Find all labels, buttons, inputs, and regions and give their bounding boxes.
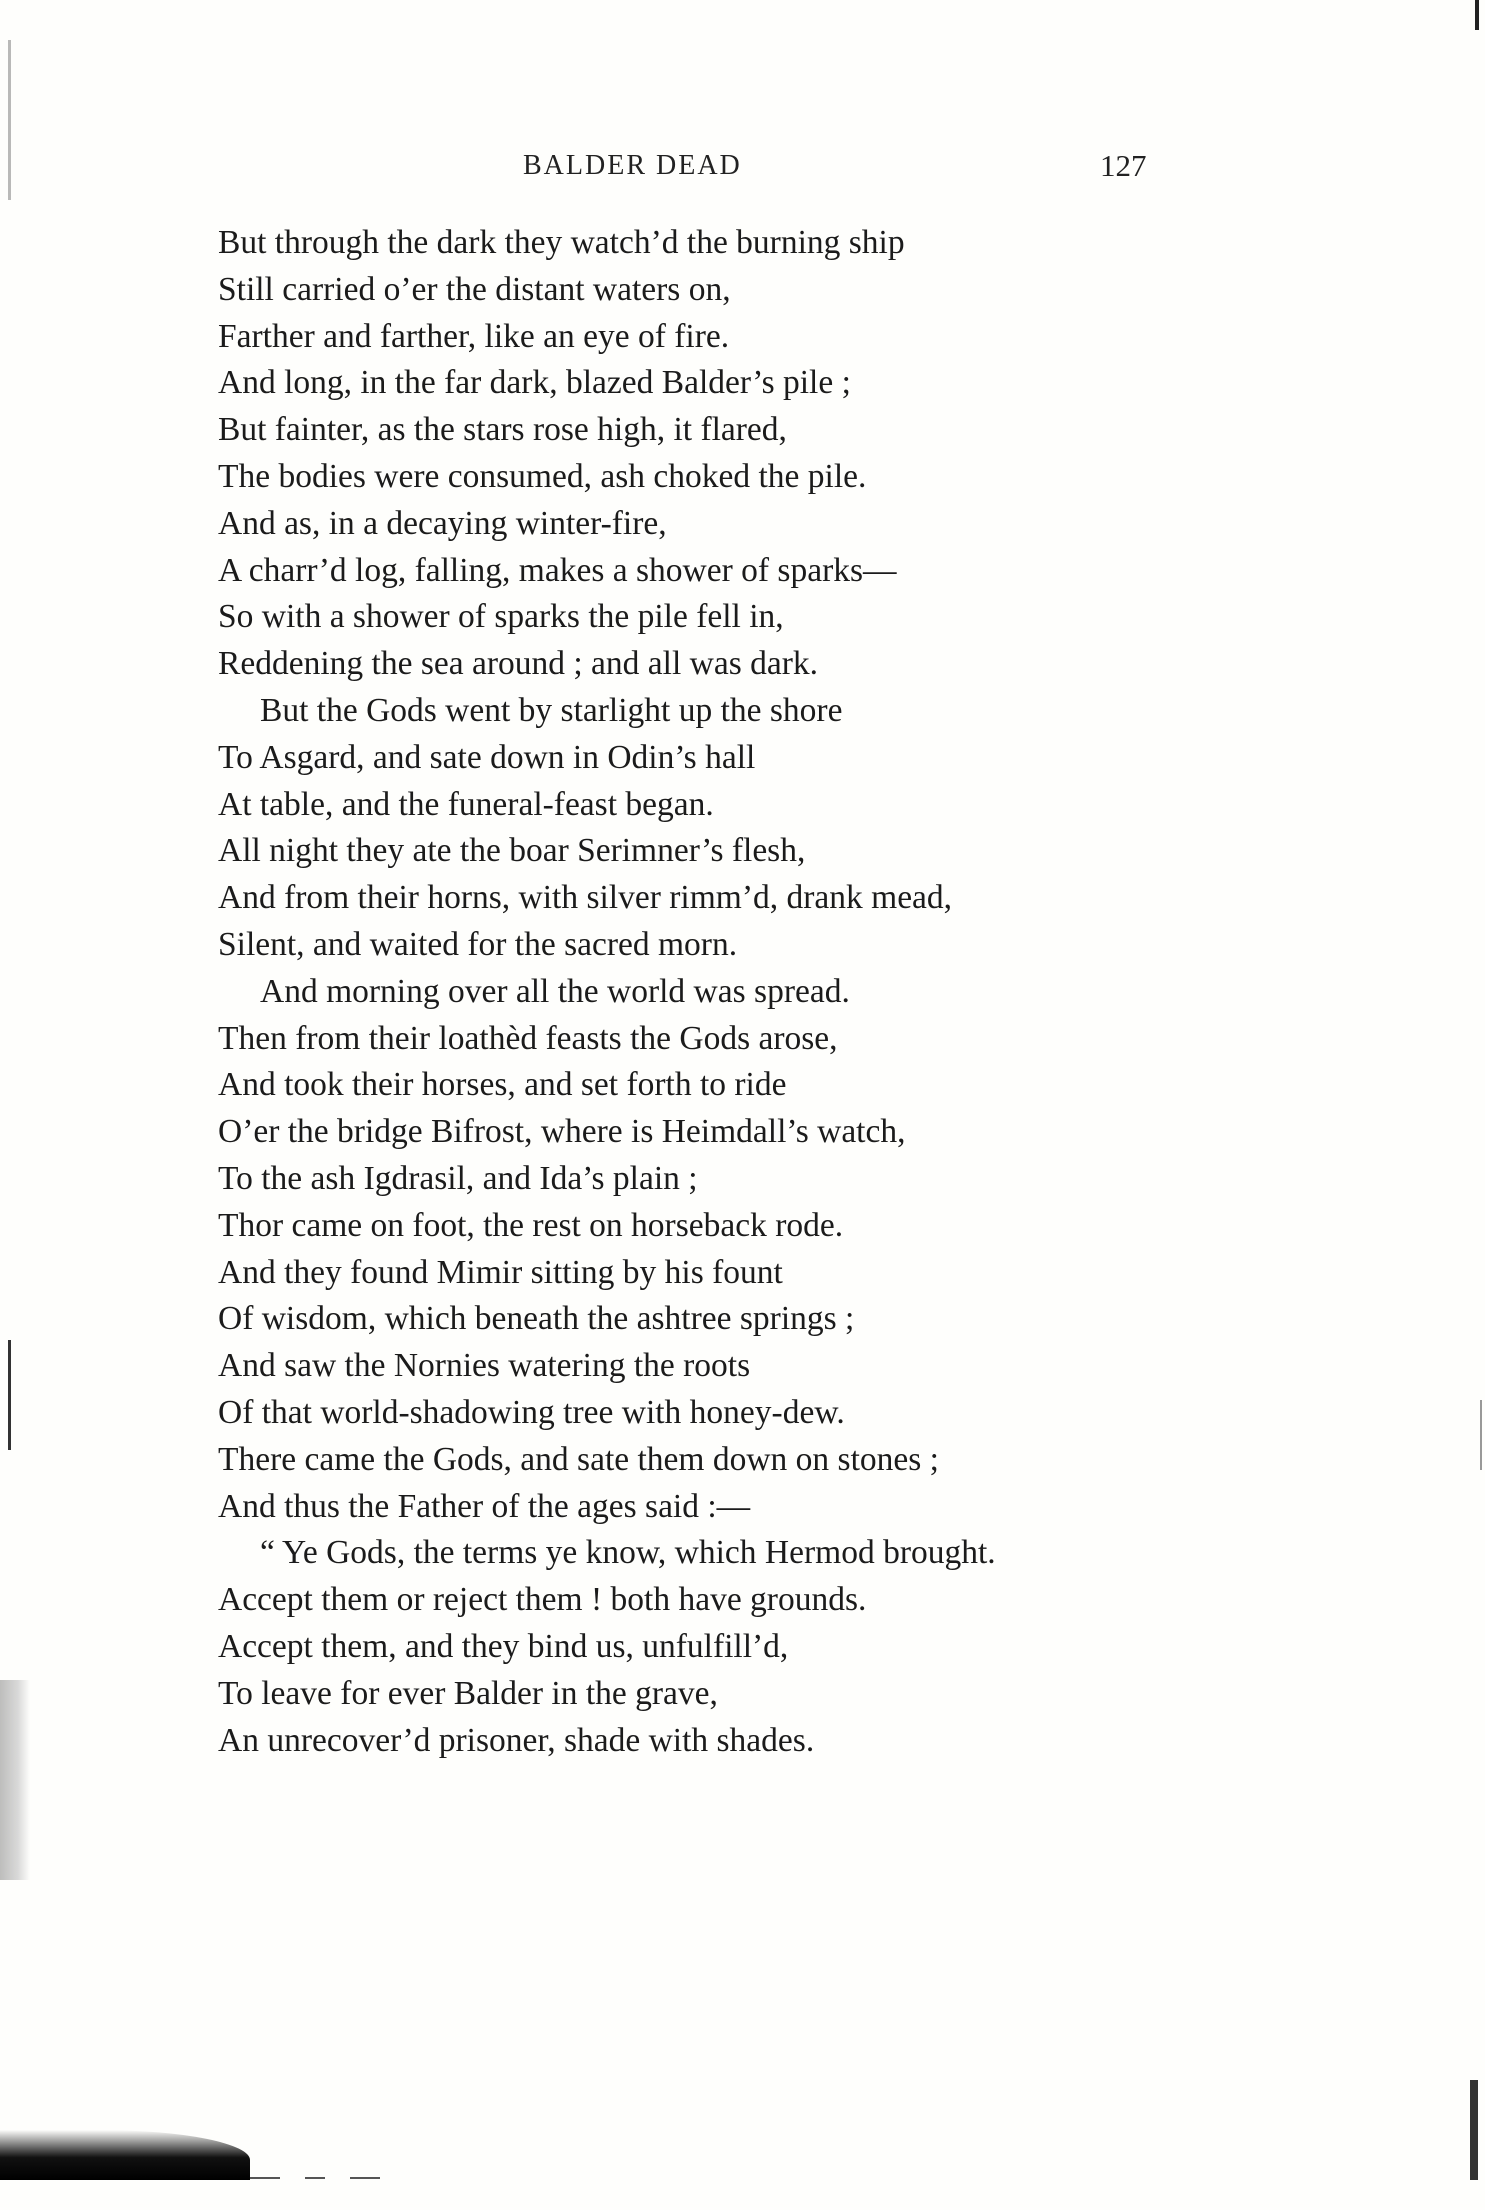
verse-line: Thor came on foot, the rest on horseback rode. [218, 1206, 844, 1244]
verse-line: Reddening the sea around ; and all was dark. [218, 645, 819, 683]
poem-text [218, 220, 1298, 1764]
scan-dash [250, 2177, 280, 2179]
running-title: BALDER DEAD [523, 150, 742, 181]
verse-line: Accept them, and they bind us, unfulfill’d, [218, 1627, 789, 1665]
verse-line: The bodies were consumed, ash choked the pile. [218, 457, 867, 495]
verse-line: Of wisdom, which beneath the ashtree springs ; [218, 1300, 855, 1338]
verse-line: And morning over all the world was spread. [260, 972, 850, 1010]
scan-edge-mark [8, 40, 11, 200]
scan-smudge [0, 2130, 250, 2180]
verse-line: So with a shower of sparks the pile fell in, [218, 598, 784, 636]
page-number: 127 [1100, 148, 1147, 183]
verse-line: And as, in a decaying winter-fire, [218, 504, 667, 542]
scan-edge-mark [1470, 2080, 1478, 2180]
verse-line: But through the dark they watch’d the burning ship [218, 224, 905, 261]
verse-line: And thus the Father of the ages said :— [218, 1487, 751, 1525]
verse-line: A charr’d log, falling, makes a shower of sparks— [218, 551, 897, 589]
verse-line: And took their horses, and set forth to ride [218, 1066, 787, 1104]
scan-edge-mark [1480, 1400, 1482, 1470]
verse-line: But fainter, as the stars rose high, it flared, [218, 411, 787, 449]
verse-line: O’er the bridge Bifrost, where is Heimdall’s watch, [218, 1113, 906, 1151]
verse-line: And long, in the far dark, blazed Balder’s pile ; [218, 364, 851, 402]
verse-line: And they found Mimir sitting by his fount [218, 1253, 783, 1291]
verse-line: Accept them or reject them ! both have grounds. [218, 1581, 867, 1619]
verse-line: And saw the Nornies watering the roots [218, 1347, 751, 1385]
scan-dash [305, 2177, 325, 2179]
scan-edge-mark [1475, 0, 1479, 30]
verse-line: All night they ate the boar Serimner’s flesh, [218, 832, 806, 870]
verse-line: Then from their loathèd feasts the Gods arose, [218, 1019, 838, 1057]
verse-line: To Asgard, and sate down in Odin’s hall [218, 738, 756, 776]
verse-line: An unrecover’d prisoner, shade with shades. [218, 1721, 815, 1759]
verse-line: To leave for ever Balder in the grave, [218, 1674, 718, 1712]
verse-line: Farther and farther, like an eye of fire. [218, 317, 730, 355]
verse-line: “ Ye Gods, the terms ye know, which Hermod brought. [260, 1534, 996, 1572]
verse-line: But the Gods went by starlight up the shore [260, 691, 843, 729]
verse-line: There came the Gods, and sate them down on stones ; [218, 1440, 939, 1478]
verse-line: To the ash Igdrasil, and Ida’s plain ; [218, 1159, 698, 1197]
scan-edge-mark [8, 1340, 11, 1450]
verse-line: Still carried o’er the distant waters on, [218, 270, 731, 308]
verse-line: Silent, and waited for the sacred morn. [218, 925, 738, 963]
verse-line: Of that world-shadowing tree with honey-dew. [218, 1393, 845, 1431]
running-head [0, 142, 1485, 190]
verse-line: At table, and the funeral-feast began. [218, 785, 714, 823]
verse-line: And from their horns, with silver rimm’d, drank mead, [218, 879, 953, 917]
scan-dash [350, 2177, 380, 2179]
scan-edge-mark [0, 1680, 30, 1880]
